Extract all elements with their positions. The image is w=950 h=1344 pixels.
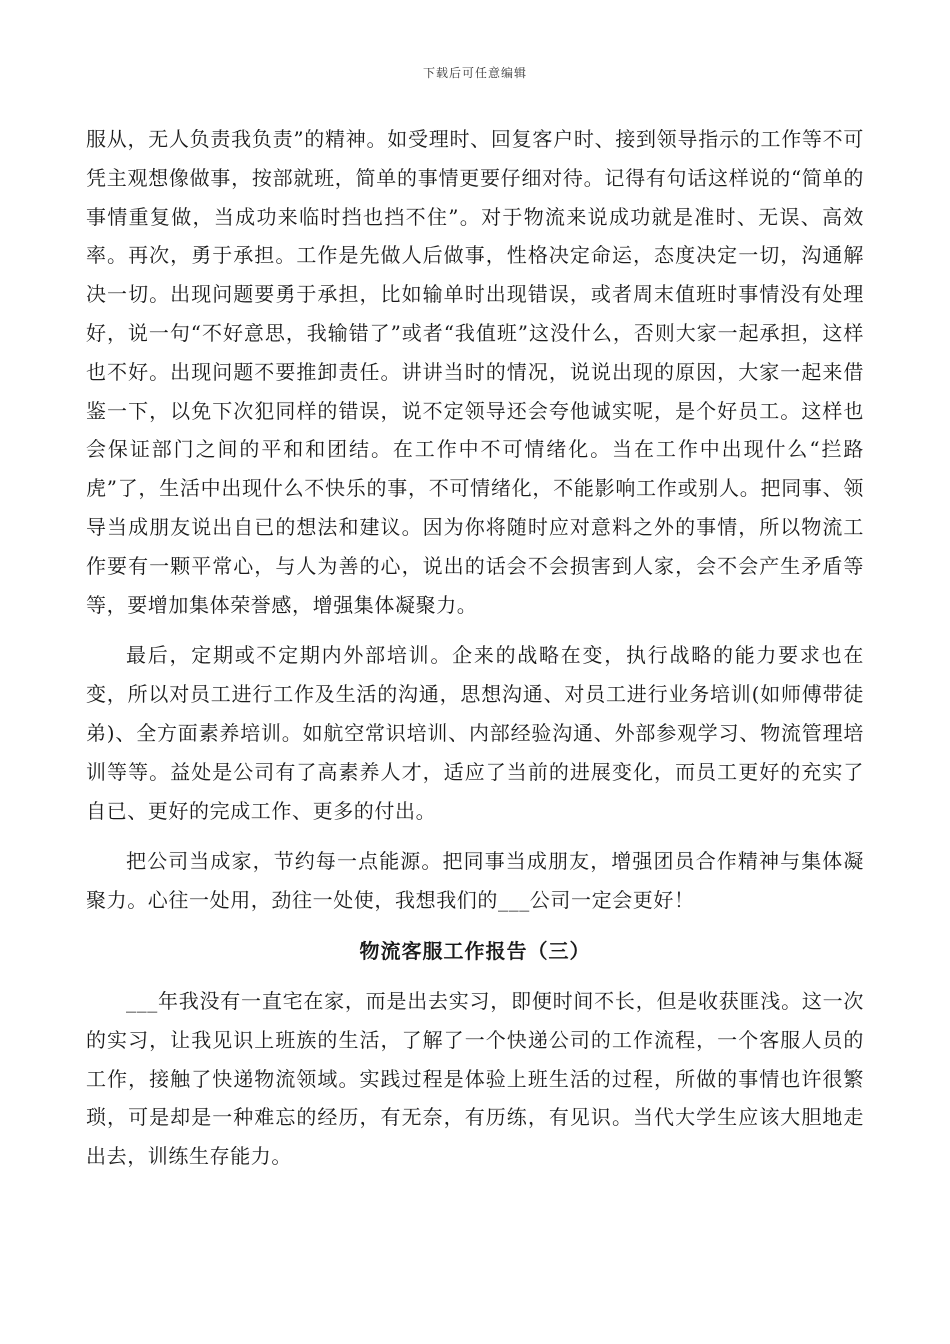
paragraph-gap [86, 920, 864, 932]
page-header: 下载后可任意编辑 [422, 66, 527, 80]
paragraph-gap [86, 970, 864, 982]
paragraph-continuation: 服从，无人负责我负责”的精神。如受理时、回复客户时、接到领导指示的工作等不可凭主观想像做事，按部就班，简单的事情更要仔细对待。记得有句话这样说的“简单的事情重复做，当成功来临时挡也挡不住”。对于物流来说成功就是准时、无误、高效率。再次，勇于承担。工作是先做人后做事，性格决定命运，态度决定一切，沟通解决一切。出现问题要勇于承担，比如输单时出现错误，或者周末值班时事情没有处理好，说一句“不好意思，我输错了”或者“我值班”这没什么，否则大家一起承担，这样也不好。出现问题不要推卸责任。讲讲当时的情况，说说出现的原因，大家一起来借鉴一下，以免下次犯同样的错误，说不定领导还会夸他诚实呢，是个好员工。这样也会保证部门之间的平和和团结。在工作中不可情绪化。当在工作中出现什么“拦路虎”了，生活中出现什么不快乐的事，不可情绪化，不能影响工作或别人。把同事、领导当成朋友说出自已的想法和建议。因为你将随时应对意料之外的事情，所以物流工作要有一颗平常心，与人为善的心，说出的话会不会损害到人家，会不会产生矛盾等等，要增加集体荣誉感，增强集体凝聚力。 [86, 127, 864, 617]
paragraph-gap [86, 624, 864, 636]
paragraph-training: 最后，定期或不定期内外部培训。企来的战略在变，执行战略的能力要求也在变，所以对员工进行工作及生活的沟通，思想沟通、对员工进行业务培训(如师傅带徒弟)、全方面素养培训。如航空常识培训、内部经验沟通、外部参观学习、物流管理培训等等。益处是公司有了高素养人才，适应了当前的进展变化，而员工更好的充实了自已、更好的完成工作、更多的付出。 [86, 643, 864, 823]
document-body [86, 120, 864, 1176]
paragraph-gap [86, 830, 864, 842]
paragraph-internship: ___年我没有一直宅在家，而是出去实习，即便时间不长，但是收获匪浅。这一次的实习，让我见识上班族的生活，了解了一个快递公司的工作流程，一个客服人员的工作，接触了快递物流领域。实践过程是体验上班生活的过程，所做的事情也许很繁琐，可是却是一种难忘的经历，有无奈，有历练，有见识。当代大学生应该大胆地走出去，训练生存能力。 [86, 988, 864, 1169]
section-title: 物流客服工作报告（三） [359, 938, 591, 963]
paragraph-conclusion: 把公司当成家，节约每一点能源。把同事当成朋友，增强团员合作精神与集体凝聚力。心往一处用，劲往一处使，我想我们的___公司一定会更好！ [86, 849, 864, 913]
